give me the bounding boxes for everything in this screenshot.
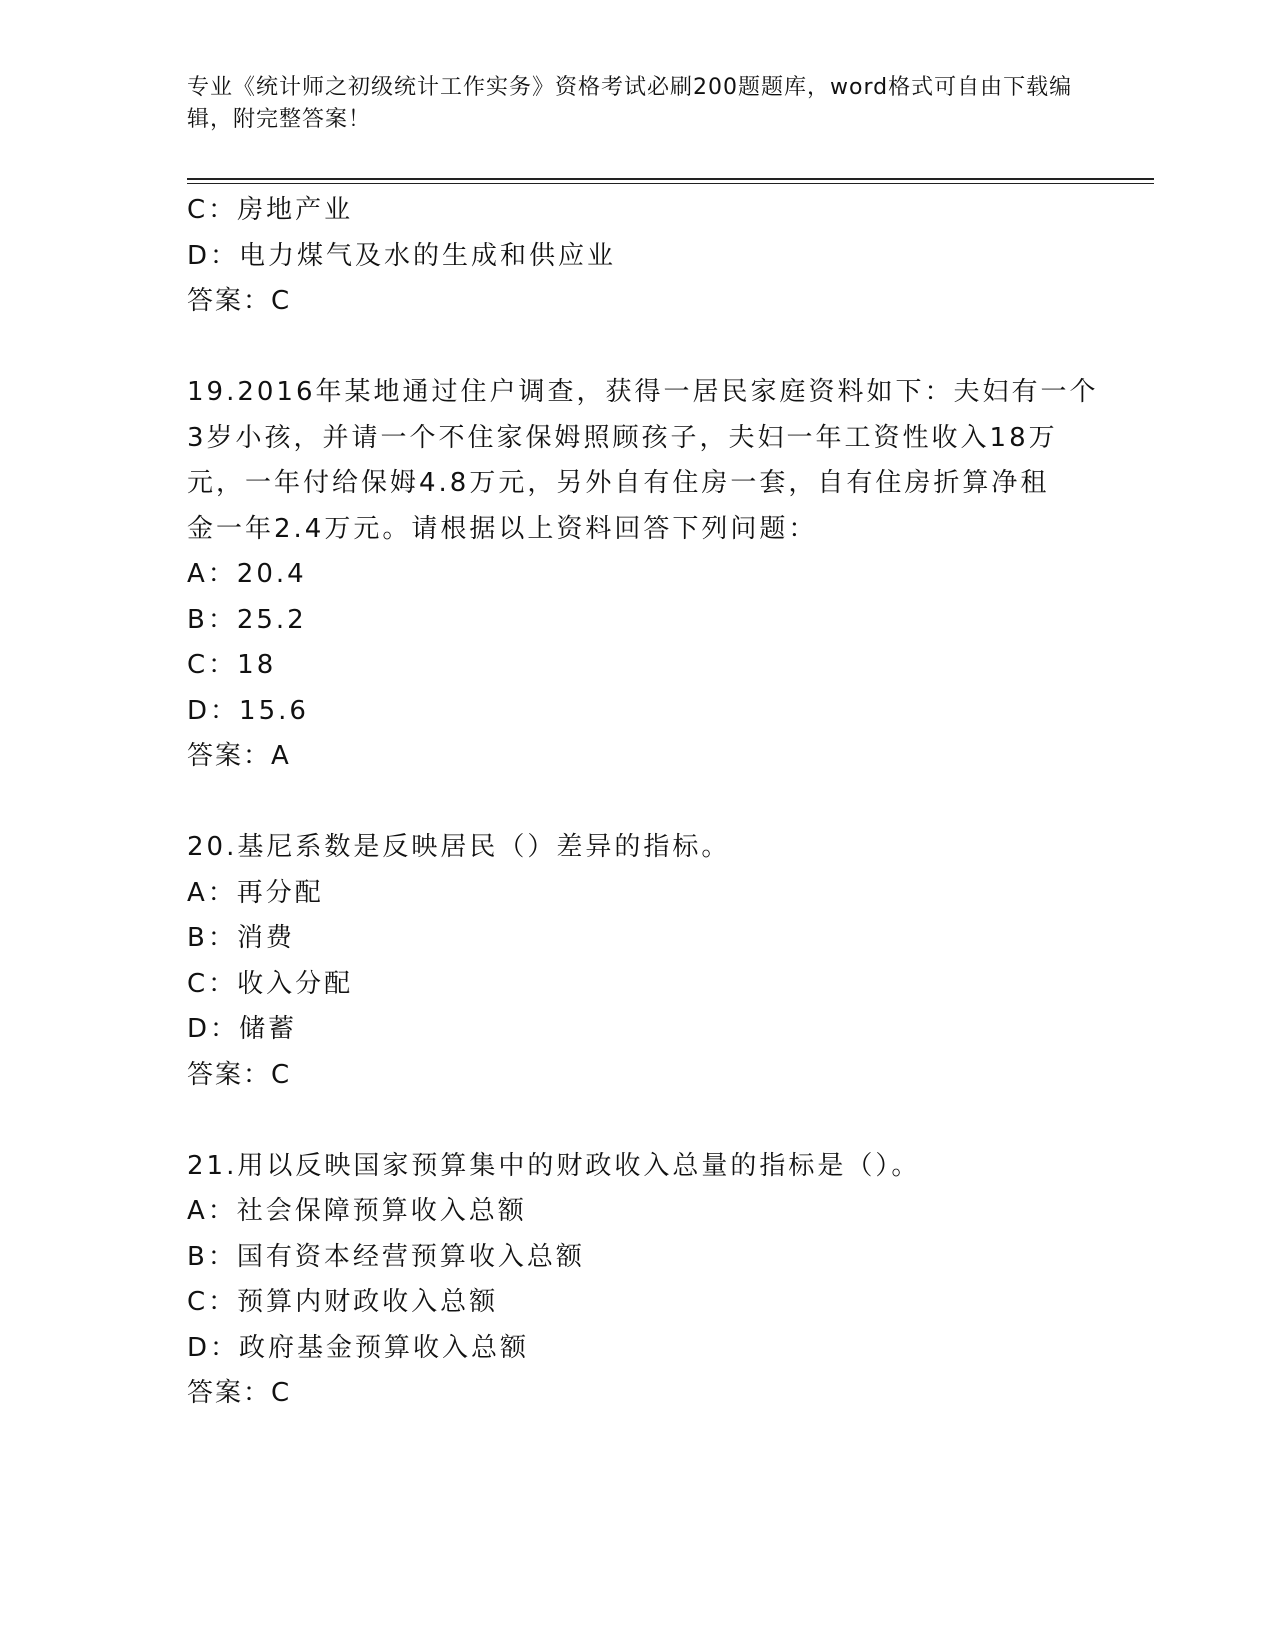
question-20 xyxy=(187,825,1087,1098)
stem-line: 金一年2.4万元。请根据以上资料回答下列问题： xyxy=(187,513,818,544)
option-a: A：20.4 xyxy=(187,559,307,589)
option-b: B：国有资本经营预算收入总额 xyxy=(187,1241,585,1272)
option-c: C：房地产业 xyxy=(187,195,354,225)
question-18-continued xyxy=(187,188,1087,325)
option-c: C：18 xyxy=(187,650,277,680)
question-21 xyxy=(187,1144,1087,1417)
option-b: B：消费 xyxy=(187,923,295,953)
question-list xyxy=(187,188,1099,1417)
spacer xyxy=(187,780,1087,826)
option-d: D：政府基金预算收入总额 xyxy=(187,1332,530,1363)
stem-line: 20.基尼系数是反映居民（）差异的指标。 xyxy=(187,832,731,862)
option-a: A：再分配 xyxy=(187,877,324,908)
answer: 答案：C xyxy=(187,1059,292,1090)
option-c: C：收入分配 xyxy=(187,968,354,999)
option-b: B：25.2 xyxy=(187,604,307,635)
question-stem xyxy=(187,1144,1087,1190)
question-stem xyxy=(187,825,1087,871)
option-a: A：社会保障预算收入总额 xyxy=(187,1196,527,1226)
document-header xyxy=(187,72,1087,136)
answer: 答案：C xyxy=(187,286,292,316)
option-d: D：电力煤气及水的生成和供应业 xyxy=(187,240,617,271)
header-title: 专业《统计师之初级统计工作实务》资格考试必刷200题题库，word格式可自由下载编辑，附完整答案！ xyxy=(187,75,1073,132)
option-d: D：储蓄 xyxy=(187,1014,298,1044)
option-c: C：预算内财政收入总额 xyxy=(187,1287,499,1317)
question-stem xyxy=(187,370,1099,552)
stem-line: 19.2016年某地通过住户调查，获得一居民家庭资料如下：夫妇有一个 xyxy=(187,377,1099,407)
option-d: D：15.6 xyxy=(187,695,309,726)
stem-line: 21.用以反映国家预算集中的财政收入总量的指标是（）。 xyxy=(187,1150,921,1181)
stem-line: 元，一年付给保姆4.8万元，另外自有住房一套，自有住房折算净租 xyxy=(187,468,1050,498)
header-divider-thick xyxy=(187,178,1154,180)
spacer xyxy=(187,325,1087,371)
answer: 答案：C xyxy=(187,1378,292,1408)
question-19 xyxy=(187,370,1099,780)
stem-line: 3岁小孩，并请一个不住家保姆照顾孩子，夫妇一年工资性收入18万 xyxy=(187,422,1058,453)
spacer xyxy=(187,1098,1087,1144)
header-divider-thin xyxy=(187,183,1154,184)
answer: 答案：A xyxy=(187,741,291,771)
